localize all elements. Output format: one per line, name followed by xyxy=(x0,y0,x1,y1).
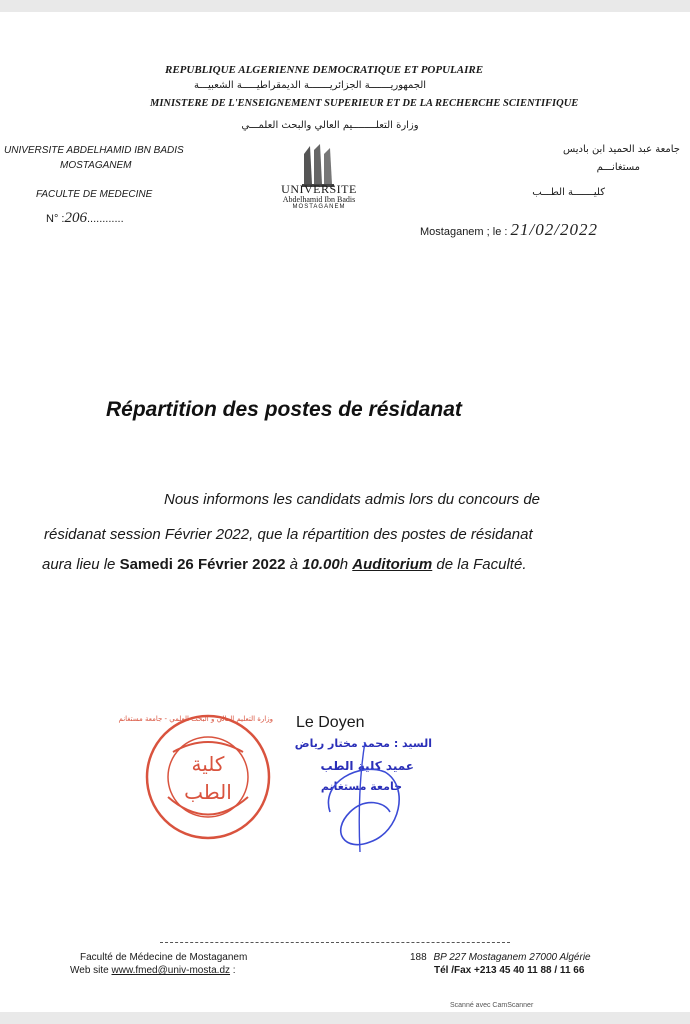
republic-fr: REPUBLIQUE ALGERIENNE DEMOCRATIQUE ET POPULAIRE xyxy=(165,64,484,76)
faculty-ar: كليـــــــة الطـــب xyxy=(532,187,605,198)
footer-phone: Tél /Fax +213 45 40 11 88 / 11 66 xyxy=(434,965,585,976)
footer-divider xyxy=(160,942,510,943)
body-text-g: de la Faculté. xyxy=(432,556,527,573)
event-place: Auditorium xyxy=(352,556,433,573)
republic-ar: الجمهوريـــــــة الجزائريـــــــة الديمقراطيـــــة الشعبيـــة xyxy=(193,80,427,91)
website-tail: : xyxy=(230,965,236,976)
date-label: Mostaganem ; le : xyxy=(420,226,508,238)
university-stamp: جامعة مستغانم xyxy=(320,780,402,793)
seal-center-2: الطب xyxy=(184,780,232,804)
signatory-title: Le Doyen xyxy=(296,714,365,731)
dean-title-stamp: عميد كلية الطب xyxy=(320,759,414,773)
body-text-c: à xyxy=(285,556,303,573)
ministry-ar: وزارة التعلــــــــيم العالي والبحث العلمـــي xyxy=(241,120,419,131)
website-label: Web site xyxy=(70,965,112,976)
faculty-seal-icon xyxy=(118,712,273,842)
footer-website xyxy=(70,965,236,976)
address-number: 188 xyxy=(410,952,427,963)
body-line-1: Nous informons les candidats admis lors du concours de xyxy=(164,491,541,508)
body-text-a: aura lieu le xyxy=(42,556,120,573)
seal-center-1: كلية xyxy=(191,752,225,776)
scanner-watermark: Scanné avec CamScanner xyxy=(450,1002,534,1009)
dean-name-stamp: السيد : محمد مختار رياض xyxy=(294,737,432,750)
university-logo-icon xyxy=(298,140,338,188)
seal-ring-text: وزارة التعليم العالي و البحث العلمي - جامعة مستغانم xyxy=(118,715,273,723)
body-line-3 xyxy=(42,556,526,573)
university-ar: جامعة عبد الحميد ابن باديس xyxy=(562,144,680,155)
city-fr: MOSTAGANEM xyxy=(60,160,132,171)
footer-address xyxy=(410,952,591,963)
city-ar: مستغانـــم xyxy=(596,162,640,173)
document-title: Répartition des postes de résidanat xyxy=(106,398,462,421)
body-line-2: résidanat session Février 2022, que la répartition des postes de résidanat xyxy=(44,526,533,543)
number-dots: ............ xyxy=(86,213,124,225)
website-link[interactable]: www.fmed@univ-mosta.dz xyxy=(111,965,231,976)
body-text-e: h xyxy=(339,556,353,573)
logo-text: UNIVERSITE xyxy=(281,182,357,196)
number-label: N° : xyxy=(46,213,65,225)
footer-faculty: Faculté de Médecine de Mostaganem xyxy=(80,952,248,963)
event-date: Samedi 26 Février 2022 xyxy=(119,556,286,573)
logo-sub: Abdelhamid Ibn Badis xyxy=(282,195,356,204)
faculty-fr: FACULTE DE MEDECINE xyxy=(36,189,153,200)
reference-number xyxy=(46,210,124,227)
ministry-fr: MINISTERE DE L'ENSEIGNEMENT SUPERIEUR ET DE LA RECHERCHE SCIENTIFIQUE xyxy=(150,98,579,109)
address-text: BP 227 Mostaganem 27000 Algérie xyxy=(433,952,591,963)
university-fr: UNIVERSITE ABDELHAMID IBN BADIS xyxy=(4,145,184,156)
date-line xyxy=(420,220,598,240)
event-time: 10.00 xyxy=(302,556,340,573)
document-page xyxy=(0,12,690,1012)
signature-icon xyxy=(290,702,420,862)
number-value: 206 xyxy=(64,210,87,226)
logo-city: MOSTAGANEM xyxy=(292,204,346,210)
date-value: 21/02/2022 xyxy=(510,220,598,239)
